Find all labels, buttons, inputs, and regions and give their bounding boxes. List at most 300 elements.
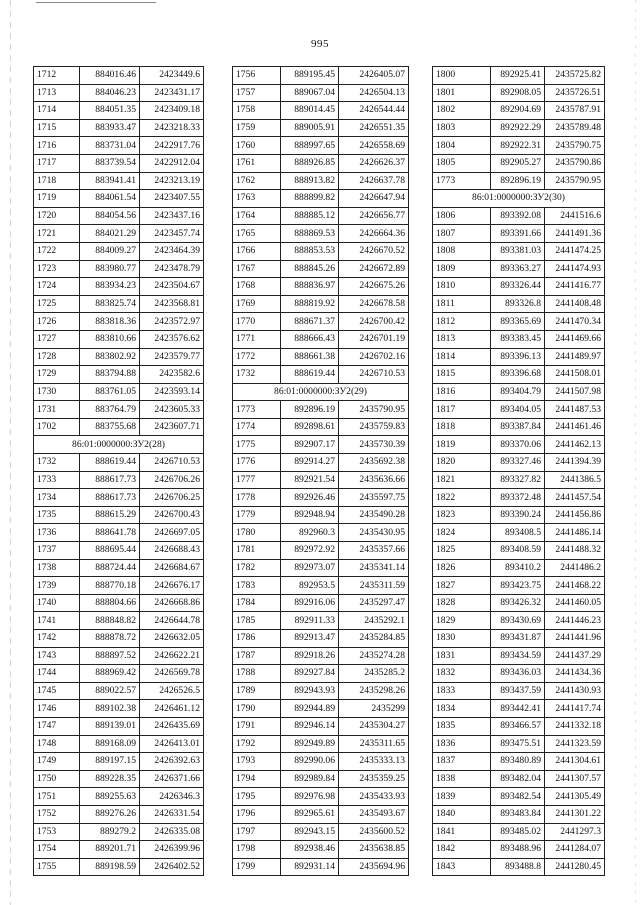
table-row: [34, 401, 204, 419]
x-coordinate: 893423.75: [491, 577, 545, 595]
x-coordinate: 893442.41: [491, 700, 545, 718]
table-row: [433, 841, 605, 859]
point-id: 1814: [433, 348, 491, 366]
table-row: [233, 735, 409, 753]
coordinate-table-middle: [232, 66, 409, 876]
table-row: [233, 436, 409, 454]
y-coordinate: 2435311.65: [339, 735, 409, 753]
y-coordinate: 2426569.78: [140, 665, 204, 683]
point-id: 1829: [433, 612, 491, 630]
x-coordinate: 893434.59: [491, 647, 545, 665]
x-coordinate: 892898.61: [281, 418, 339, 436]
point-id: 1824: [433, 524, 491, 542]
x-coordinate: 888926.85: [281, 154, 339, 172]
y-coordinate: 2441460.05: [545, 594, 605, 612]
y-coordinate: 2441461.46: [545, 418, 605, 436]
x-coordinate: 888969.42: [80, 665, 140, 683]
y-coordinate: 2426335.08: [140, 823, 204, 841]
table-row: [433, 594, 605, 612]
x-coordinate: 893370.06: [491, 436, 545, 454]
x-coordinate: 888619.44: [281, 366, 339, 384]
y-coordinate: 2426346.3: [140, 788, 204, 806]
point-id: 1803: [433, 119, 491, 137]
x-coordinate: 888899.82: [281, 190, 339, 208]
point-id: 1836: [433, 735, 491, 753]
point-id: 1716: [34, 137, 80, 155]
table-row: [433, 383, 605, 401]
point-id: 1797: [233, 823, 281, 841]
x-coordinate: 893475.51: [491, 735, 545, 753]
table-row: [433, 770, 605, 788]
x-coordinate: 883810.66: [80, 330, 140, 348]
point-id: 1765: [233, 225, 281, 243]
y-coordinate: 2426399.96: [140, 841, 204, 859]
table-row: [34, 137, 204, 155]
point-id: 1808: [433, 242, 491, 260]
y-coordinate: 2435638.85: [339, 841, 409, 859]
table-row: [433, 753, 605, 771]
x-coordinate: 888997.65: [281, 137, 339, 155]
table-row: [34, 770, 204, 788]
table-row: [34, 418, 204, 436]
y-coordinate: 2435284.85: [339, 630, 409, 648]
table-row: [233, 172, 409, 190]
y-coordinate: 2423576.62: [140, 330, 204, 348]
x-coordinate: 892972.92: [281, 542, 339, 560]
y-coordinate: 2426626.37: [339, 154, 409, 172]
x-coordinate: 893482.04: [491, 770, 545, 788]
x-coordinate: 893404.05: [491, 401, 545, 419]
x-coordinate: 892931.14: [281, 858, 339, 876]
point-id: 1730: [34, 383, 80, 401]
table-row: [233, 313, 409, 331]
table-row: [433, 207, 605, 225]
y-coordinate: 2423568.81: [140, 295, 204, 313]
x-coordinate: 888671.37: [281, 313, 339, 331]
x-coordinate: 883794.88: [80, 366, 140, 384]
x-coordinate: 888869.53: [281, 225, 339, 243]
x-coordinate: 893408.5: [491, 524, 545, 542]
y-coordinate: 2441437.29: [545, 647, 605, 665]
y-coordinate: 2441456.86: [545, 506, 605, 524]
page-number: 995: [311, 38, 329, 50]
y-coordinate: 2435274.28: [339, 647, 409, 665]
table-row: [34, 717, 204, 735]
table-row: [34, 348, 204, 366]
y-coordinate: 2422917.76: [140, 137, 204, 155]
x-coordinate: 883934.23: [80, 278, 140, 296]
table-row: [433, 102, 605, 120]
point-id: 1799: [233, 858, 281, 876]
y-coordinate: 2423593.14: [140, 383, 204, 401]
y-coordinate: 2426402.52: [140, 858, 204, 876]
x-coordinate: 883755.68: [80, 418, 140, 436]
point-id: 1783: [233, 577, 281, 595]
x-coordinate: 892905.27: [491, 154, 545, 172]
point-id: 1721: [34, 225, 80, 243]
table-row: [233, 559, 409, 577]
y-coordinate: 2435333.13: [339, 753, 409, 771]
table-row: [34, 366, 204, 384]
section-header-row: [433, 190, 605, 208]
y-coordinate: 2426710.53: [339, 366, 409, 384]
x-coordinate: 889255.63: [80, 788, 140, 806]
y-coordinate: 2435493.67: [339, 805, 409, 823]
x-coordinate: 893430.69: [491, 612, 545, 630]
y-coordinate: 2426684.67: [140, 559, 204, 577]
table-row: [233, 665, 409, 683]
point-id: 1831: [433, 647, 491, 665]
point-id: 1753: [34, 823, 80, 841]
point-id: 1757: [233, 84, 281, 102]
y-coordinate: 2423579.77: [140, 348, 204, 366]
x-coordinate: 888617.73: [80, 471, 140, 489]
point-id: 1742: [34, 630, 80, 648]
x-coordinate: 892943.15: [281, 823, 339, 841]
x-coordinate: 889168.09: [80, 735, 140, 753]
y-coordinate: 2441469.66: [545, 330, 605, 348]
scan-rule: [36, 2, 156, 3]
table-row: [233, 348, 409, 366]
point-id: 1733: [34, 471, 80, 489]
point-id: 1767: [233, 260, 281, 278]
point-id: 1823: [433, 506, 491, 524]
x-coordinate: 893326.44: [491, 278, 545, 296]
y-coordinate: 2426700.42: [339, 313, 409, 331]
table-row: [34, 542, 204, 560]
x-coordinate: 892925.41: [491, 67, 545, 85]
table-row: [233, 647, 409, 665]
table-row: [433, 348, 605, 366]
point-id: 1841: [433, 823, 491, 841]
table-row: [34, 665, 204, 683]
point-id: 1754: [34, 841, 80, 859]
point-id: 1834: [433, 700, 491, 718]
table-row: [34, 524, 204, 542]
point-id: 1732: [233, 366, 281, 384]
point-id: 1781: [233, 542, 281, 560]
table-row: [233, 207, 409, 225]
y-coordinate: 2441470.34: [545, 313, 605, 331]
y-coordinate: 2426706.25: [140, 489, 204, 507]
point-id: 1768: [233, 278, 281, 296]
point-id: 1833: [433, 682, 491, 700]
table-row: [34, 84, 204, 102]
y-coordinate: 2435787.91: [545, 102, 605, 120]
x-coordinate: 892946.14: [281, 717, 339, 735]
y-coordinate: 2423437.16: [140, 207, 204, 225]
y-coordinate: 2422912.04: [140, 154, 204, 172]
x-coordinate: 888724.44: [80, 559, 140, 577]
y-coordinate: 2441457.54: [545, 489, 605, 507]
y-coordinate: 2426544.44: [339, 102, 409, 120]
point-id: 1751: [34, 788, 80, 806]
y-coordinate: 2441486.2: [545, 559, 605, 577]
x-coordinate: 889139.01: [80, 717, 140, 735]
table-row: [233, 278, 409, 296]
y-coordinate: 2435789.48: [545, 119, 605, 137]
x-coordinate: 893381.03: [491, 242, 545, 260]
table-row: [233, 102, 409, 120]
point-id: 1726: [34, 313, 80, 331]
x-coordinate: 892922.31: [491, 137, 545, 155]
y-coordinate: 2435692.38: [339, 454, 409, 472]
point-id: 1813: [433, 330, 491, 348]
point-id: 1764: [233, 207, 281, 225]
x-coordinate: 888666.43: [281, 330, 339, 348]
x-coordinate: 884051.35: [80, 102, 140, 120]
x-coordinate: 889198.59: [80, 858, 140, 876]
point-id: 1776: [233, 454, 281, 472]
table-row: [433, 137, 605, 155]
x-coordinate: 893326.8: [491, 295, 545, 313]
point-id: 1804: [433, 137, 491, 155]
point-id: 1773: [433, 172, 491, 190]
y-coordinate: 2435636.66: [339, 471, 409, 489]
y-coordinate: 2423572.97: [140, 313, 204, 331]
x-coordinate: 893390.24: [491, 506, 545, 524]
point-id: 1838: [433, 770, 491, 788]
y-coordinate: 2441280.45: [545, 858, 605, 876]
x-coordinate: 892896.19: [281, 401, 339, 419]
y-coordinate: 2423605.33: [140, 401, 204, 419]
point-id: 1745: [34, 682, 80, 700]
table-row: [34, 506, 204, 524]
x-coordinate: 893482.54: [491, 788, 545, 806]
x-coordinate: 893396.13: [491, 348, 545, 366]
point-id: 1805: [433, 154, 491, 172]
y-coordinate: 2426461.12: [140, 700, 204, 718]
y-coordinate: 2435359.25: [339, 770, 409, 788]
table-row: [233, 841, 409, 859]
x-coordinate: 892960.3: [281, 524, 339, 542]
point-id: 1712: [34, 67, 80, 85]
y-coordinate: 2426632.05: [140, 630, 204, 648]
y-coordinate: 2426675.26: [339, 278, 409, 296]
table-row: [433, 119, 605, 137]
x-coordinate: 883818.36: [80, 313, 140, 331]
point-id: 1796: [233, 805, 281, 823]
section-label: 86:01:0000000:ЗУ2(29): [233, 383, 409, 401]
table-row: [34, 295, 204, 313]
table-row: [34, 471, 204, 489]
table-row: [233, 823, 409, 841]
y-coordinate: 2423409.18: [140, 102, 204, 120]
y-coordinate: 2426706.26: [140, 471, 204, 489]
point-id: 1762: [233, 172, 281, 190]
table-row: [433, 665, 605, 683]
x-coordinate: 892948.94: [281, 506, 339, 524]
table-row: [233, 770, 409, 788]
point-id: 1828: [433, 594, 491, 612]
table-row: [233, 805, 409, 823]
table-row: [233, 471, 409, 489]
point-id: 1723: [34, 260, 80, 278]
point-id: 1835: [433, 717, 491, 735]
x-coordinate: 884016.46: [80, 67, 140, 85]
table-row: [433, 278, 605, 296]
x-coordinate: 888836.97: [281, 278, 339, 296]
table-row: [233, 366, 409, 384]
table-row: [34, 242, 204, 260]
y-coordinate: 2441394.39: [545, 454, 605, 472]
point-id: 1811: [433, 295, 491, 313]
table-row: [433, 700, 605, 718]
point-id: 1792: [233, 735, 281, 753]
table-row: [433, 172, 605, 190]
y-coordinate: 2423407.55: [140, 190, 204, 208]
table-row: [34, 559, 204, 577]
x-coordinate: 893466.57: [491, 717, 545, 735]
point-id: 1837: [433, 753, 491, 771]
point-id: 1744: [34, 665, 80, 683]
point-id: 1775: [233, 436, 281, 454]
x-coordinate: 893392.08: [491, 207, 545, 225]
y-coordinate: 2426676.17: [140, 577, 204, 595]
point-id: 1795: [233, 788, 281, 806]
x-coordinate: 892918.26: [281, 647, 339, 665]
x-coordinate: 888913.82: [281, 172, 339, 190]
x-coordinate: 893488.8: [491, 858, 545, 876]
point-id: 1728: [34, 348, 80, 366]
x-coordinate: 892913.47: [281, 630, 339, 648]
y-coordinate: 2426688.43: [140, 542, 204, 560]
table-row: [233, 295, 409, 313]
x-coordinate: 892922.29: [491, 119, 545, 137]
y-coordinate: 2441462.13: [545, 436, 605, 454]
table-row: [433, 225, 605, 243]
y-coordinate: 2441486.14: [545, 524, 605, 542]
x-coordinate: 892907.17: [281, 436, 339, 454]
table-row: [433, 823, 605, 841]
point-id: 1743: [34, 647, 80, 665]
y-coordinate: 2435433.93: [339, 788, 409, 806]
table-row: [34, 313, 204, 331]
x-coordinate: 892911.33: [281, 612, 339, 630]
point-id: 1777: [233, 471, 281, 489]
point-id: 1815: [433, 366, 491, 384]
y-coordinate: 2426551.35: [339, 119, 409, 137]
x-coordinate: 888617.73: [80, 489, 140, 507]
y-coordinate: 2435357.66: [339, 542, 409, 560]
x-coordinate: 892904.69: [491, 102, 545, 120]
point-id: 1771: [233, 330, 281, 348]
point-id: 1720: [34, 207, 80, 225]
y-coordinate: 2426672.89: [339, 260, 409, 278]
x-coordinate: 888853.53: [281, 242, 339, 260]
point-id: 1791: [233, 717, 281, 735]
point-id: 1725: [34, 295, 80, 313]
point-id: 1827: [433, 577, 491, 595]
point-id: 1719: [34, 190, 80, 208]
table-row: [433, 260, 605, 278]
y-coordinate: 2441508.01: [545, 366, 605, 384]
table-row: [433, 313, 605, 331]
table-row: [34, 647, 204, 665]
point-id: 1722: [34, 242, 80, 260]
y-coordinate: 2423464.39: [140, 242, 204, 260]
table-row: [433, 559, 605, 577]
point-id: 1772: [233, 348, 281, 366]
y-coordinate: 2426678.58: [339, 295, 409, 313]
x-coordinate: 892926.46: [281, 489, 339, 507]
y-coordinate: 2426622.21: [140, 647, 204, 665]
y-coordinate: 2423457.74: [140, 225, 204, 243]
table-row: [34, 577, 204, 595]
y-coordinate: 2426435.69: [140, 717, 204, 735]
y-coordinate: 2441474.93: [545, 260, 605, 278]
table-row: [233, 401, 409, 419]
point-id: 1763: [233, 190, 281, 208]
y-coordinate: 2435725.82: [545, 67, 605, 85]
point-id: 1755: [34, 858, 80, 876]
table-row: [433, 242, 605, 260]
y-coordinate: 2426700.43: [140, 506, 204, 524]
x-coordinate: 893436.03: [491, 665, 545, 683]
x-coordinate: 892949.89: [281, 735, 339, 753]
x-coordinate: 888819.92: [281, 295, 339, 313]
point-id: 1801: [433, 84, 491, 102]
point-id: 1780: [233, 524, 281, 542]
x-coordinate: 888897.52: [80, 647, 140, 665]
y-coordinate: 2426371.66: [140, 770, 204, 788]
x-coordinate: 889276.26: [80, 805, 140, 823]
y-coordinate: 2441489.97: [545, 348, 605, 366]
x-coordinate: 888641.78: [80, 524, 140, 542]
x-coordinate: 889022.57: [80, 682, 140, 700]
point-id: 1752: [34, 805, 80, 823]
point-id: 1746: [34, 700, 80, 718]
y-coordinate: 2441416.77: [545, 278, 605, 296]
y-coordinate: 2423582.6: [140, 366, 204, 384]
point-id: 1766: [233, 242, 281, 260]
point-id: 1737: [34, 542, 80, 560]
table-row: [433, 84, 605, 102]
y-coordinate: 2441323.59: [545, 735, 605, 753]
x-coordinate: 893396.68: [491, 366, 545, 384]
x-coordinate: 888770.18: [80, 577, 140, 595]
table-row: [34, 154, 204, 172]
x-coordinate: 893480.89: [491, 753, 545, 771]
x-coordinate: 883764.79: [80, 401, 140, 419]
y-coordinate: 2435597.75: [339, 489, 409, 507]
y-coordinate: 2435292.1: [339, 612, 409, 630]
x-coordinate: 888695.44: [80, 542, 140, 560]
y-coordinate: 2426413.01: [140, 735, 204, 753]
table-row: [233, 137, 409, 155]
point-id: 1750: [34, 770, 80, 788]
x-coordinate: 883825.74: [80, 295, 140, 313]
x-coordinate: 893387.84: [491, 418, 545, 436]
table-row: [433, 295, 605, 313]
scan-edge: [635, 0, 636, 905]
y-coordinate: 2426526.5: [140, 682, 204, 700]
x-coordinate: 889014.45: [281, 102, 339, 120]
point-id: 1789: [233, 682, 281, 700]
y-coordinate: 2435790.95: [545, 172, 605, 190]
y-coordinate: 2435790.86: [545, 154, 605, 172]
table-row: [433, 542, 605, 560]
table-row: [433, 788, 605, 806]
x-coordinate: 893488.96: [491, 841, 545, 859]
y-coordinate: 2441487.53: [545, 401, 605, 419]
x-coordinate: 892989.84: [281, 770, 339, 788]
y-coordinate: 2426644.78: [140, 612, 204, 630]
y-coordinate: 2426656.77: [339, 207, 409, 225]
y-coordinate: 2426637.78: [339, 172, 409, 190]
y-coordinate: 2441474.25: [545, 242, 605, 260]
table-row: [34, 700, 204, 718]
